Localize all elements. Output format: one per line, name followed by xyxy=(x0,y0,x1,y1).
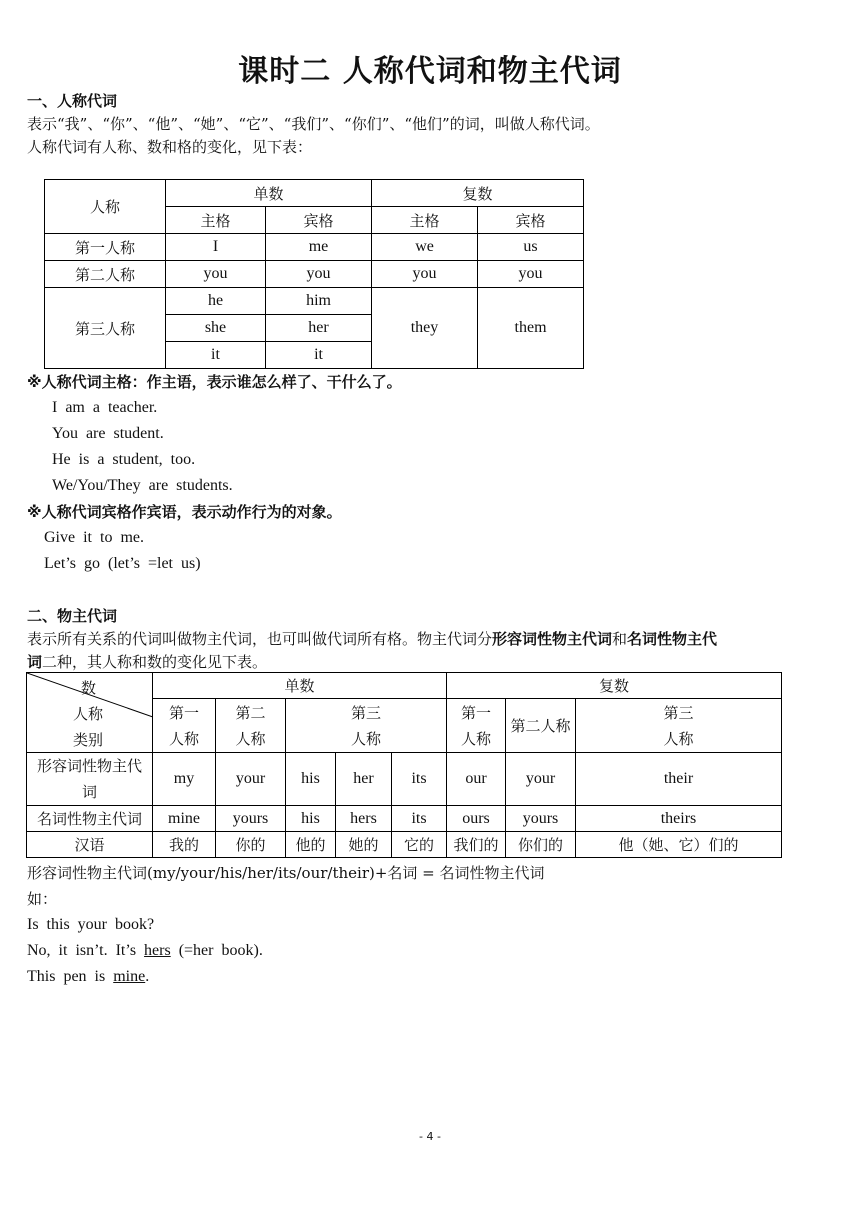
table-cell: 她的 xyxy=(336,832,392,858)
term-noun-possessive-end: 词 xyxy=(27,653,43,671)
example-sentence: Is this your book? xyxy=(27,916,155,933)
table-cell: they xyxy=(372,288,478,369)
possessive-pronoun-table xyxy=(26,672,782,858)
table-row xyxy=(45,288,584,315)
example-sentence: We/You/They are students. xyxy=(52,477,233,494)
example-sentence: You are student. xyxy=(52,425,164,442)
row-category-label: 名词性物主代词 xyxy=(27,806,153,832)
table-cell: you xyxy=(372,261,478,288)
row-category-label: 汉语 xyxy=(27,832,153,858)
section2-heading: 二、物主代词 xyxy=(27,607,118,625)
table-cell: her xyxy=(266,315,372,342)
table-row xyxy=(45,261,584,288)
table-cell: its xyxy=(392,806,447,832)
note-nominative: ※人称代词主格：作主语，表示谁怎么样了、干什么了。 xyxy=(27,373,402,391)
row-person-label: 第一人称 xyxy=(45,234,166,261)
table-cell: her xyxy=(336,753,392,806)
header-third-person xyxy=(286,699,447,753)
intro-text: 二种，其人称和数的变化见下表。 xyxy=(42,653,268,671)
table-cell: my xyxy=(153,753,216,806)
table-cell: it xyxy=(266,342,372,369)
intro-text: 和 xyxy=(612,630,628,648)
table-cell: theirs xyxy=(576,806,782,832)
header-plural-second-person: 第二人称 xyxy=(506,699,576,753)
table-cell: ours xyxy=(447,806,506,832)
term-noun-possessive: 名词性物主代 xyxy=(627,630,718,648)
section1-intro-line2: 人称代词有人称、数和格的变化，见下表： xyxy=(27,138,313,156)
sentence-text: No, it isn’t. It’s xyxy=(27,942,145,959)
header-plural-objective: 宾格 xyxy=(478,207,584,234)
table-cell: 你的 xyxy=(216,832,286,858)
header-singular: 单数 xyxy=(166,180,372,207)
header-text: 第二人称 xyxy=(235,703,266,748)
page-number: - 4 - xyxy=(419,1130,441,1143)
table-row xyxy=(45,234,584,261)
row-person-label: 第三人称 xyxy=(45,288,166,369)
table-cell: 它的 xyxy=(392,832,447,858)
header-singular-nominative: 主格 xyxy=(166,207,266,234)
label-text: 形容词性物主代词 xyxy=(36,757,142,801)
table-row xyxy=(27,832,782,858)
table-cell: its xyxy=(392,753,447,806)
table-cell: 我的 xyxy=(153,832,216,858)
table-cell: yours xyxy=(506,806,576,832)
intro-text: 表示所有关系的代词叫做物主代词，也可叫做代词所有格。物主代词分 xyxy=(27,630,493,648)
note-objective: ※人称代词宾格作宾语，表示动作行为的对象。 xyxy=(27,503,342,521)
formula-line: 形容词性物主代词(my/your/his/her/its/our/their)+名词 = 名词性物主代词 xyxy=(27,864,545,882)
table-cell: 你们的 xyxy=(506,832,576,858)
table-row xyxy=(27,806,782,832)
table-cell: it xyxy=(166,342,266,369)
header-text: 第三人称 xyxy=(663,703,694,748)
table-cell: his xyxy=(286,753,336,806)
underlined-word: mine xyxy=(113,968,146,985)
table-cell: mine xyxy=(153,806,216,832)
row-category-label xyxy=(27,753,153,806)
table-cell: hers xyxy=(336,806,392,832)
example-sentence xyxy=(27,940,263,962)
table-cell: me xyxy=(266,234,372,261)
header-text: 第一人称 xyxy=(460,703,491,748)
table-cell: you xyxy=(478,261,584,288)
such-as-label: 如： xyxy=(27,890,58,908)
header-text: 第一人称 xyxy=(168,703,199,748)
table-cell: him xyxy=(266,288,372,315)
page-title: 课时二 人称代词和物主代词 xyxy=(238,54,622,89)
term-adjective-possessive: 形容词性物主代词 xyxy=(492,630,613,648)
table-cell: 他（她、它）们的 xyxy=(576,832,782,858)
row-person-label: 第二人称 xyxy=(45,261,166,288)
table-cell: he xyxy=(166,288,266,315)
section2-intro-line1 xyxy=(27,628,717,650)
table-cell: you xyxy=(266,261,372,288)
table-cell: us xyxy=(478,234,584,261)
table-cell: your xyxy=(506,753,576,806)
table-cell: yours xyxy=(216,806,286,832)
section1-intro-line1: 表示“我”、“你”、“他”、“她”、“它”、“我们”、“你们”、“他们”的词，叫做人称代词。 xyxy=(27,115,600,133)
underlined-word: hers xyxy=(144,942,171,959)
header-singular: 单数 xyxy=(153,673,447,699)
diag-label-category: 类别 xyxy=(73,731,104,749)
header-first-person xyxy=(153,699,216,753)
header-plural-first-person xyxy=(447,699,506,753)
example-sentence: He is a student, too. xyxy=(52,451,196,468)
table-cell: our xyxy=(447,753,506,806)
header-singular-objective: 宾格 xyxy=(266,207,372,234)
header-plural: 复数 xyxy=(372,180,584,207)
sentence-text: This pen is xyxy=(27,968,114,985)
table-cell: his xyxy=(286,806,336,832)
example-sentence xyxy=(27,966,149,988)
diag-label-person: 人称 xyxy=(73,705,104,723)
table-cell: them xyxy=(478,288,584,369)
example-sentence: I am a teacher. xyxy=(52,399,158,416)
header-second-person xyxy=(216,699,286,753)
table-cell: we xyxy=(372,234,478,261)
sentence-text: . xyxy=(145,968,150,985)
table-row xyxy=(27,753,782,806)
personal-pronoun-table xyxy=(44,179,584,369)
section2-intro-line2 xyxy=(27,651,267,673)
table-cell: she xyxy=(166,315,266,342)
section1-heading: 一、人称代词 xyxy=(27,92,118,110)
table-cell: I xyxy=(166,234,266,261)
header-text: 第三人称 xyxy=(350,703,381,748)
diag-label-number: 数 xyxy=(81,679,97,697)
header-plural-third-person xyxy=(576,699,782,753)
header-plural-nominative: 主格 xyxy=(372,207,478,234)
table-cell: 我们的 xyxy=(447,832,506,858)
header-plural: 复数 xyxy=(447,673,782,699)
example-sentence: Give it to me. xyxy=(44,529,144,546)
table-cell: their xyxy=(576,753,782,806)
header-person: 人称 xyxy=(45,180,166,234)
table-cell: you xyxy=(166,261,266,288)
table-cell: your xyxy=(216,753,286,806)
table-cell: 他的 xyxy=(286,832,336,858)
diagonal-header-cell xyxy=(27,673,153,753)
example-sentence: Let’s go (let’s =let us) xyxy=(44,555,201,572)
sentence-text: (=her book). xyxy=(170,942,263,959)
